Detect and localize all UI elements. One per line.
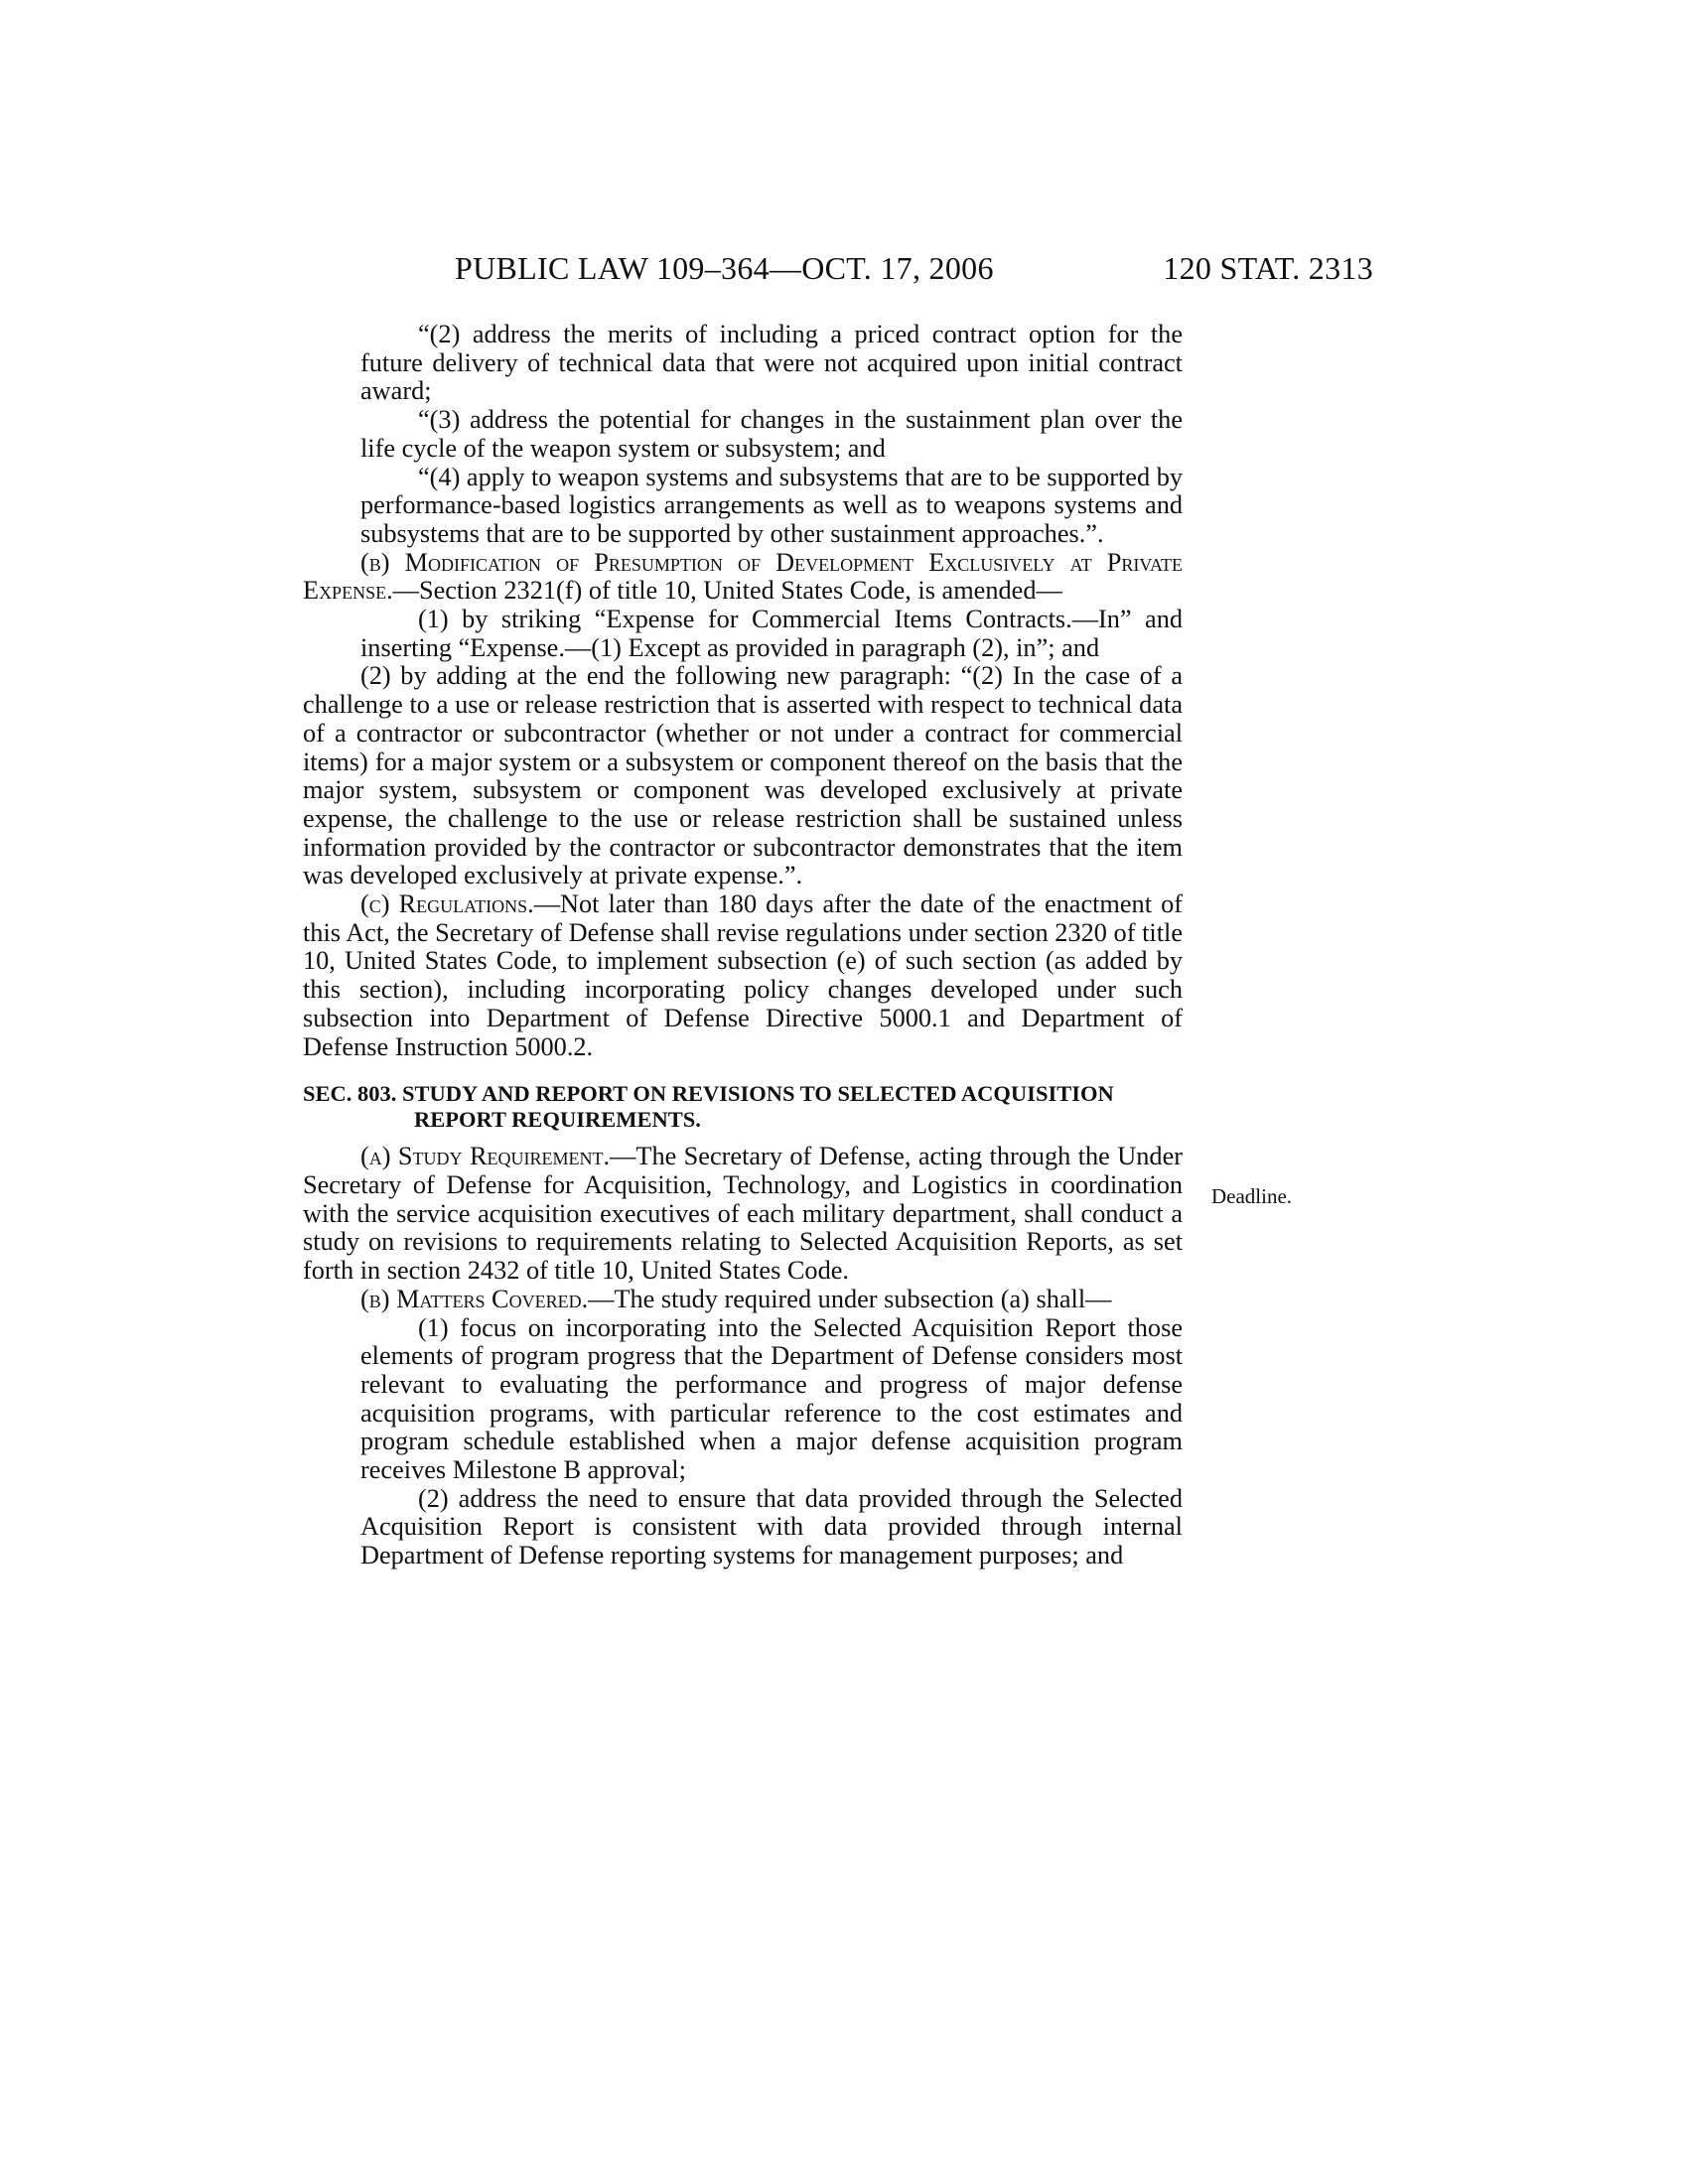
subsection-c: [303, 890, 1183, 1061]
paragraph-4: “(4) apply to weapon systems and subsystems that are to be supported by performance-based logistics arrangements as well as to weapons systems and subsystems that are to be supported by other sustainment approaches.”.: [360, 462, 1183, 548]
paragraph-3: “(3) address the potential for changes in the sustainment plan over the life cycle of the weapon system or subsystem; and: [360, 405, 1183, 463]
margin-note-deadline: Deadline.: [1211, 1184, 1293, 1208]
header-law-citation: PUBLIC LAW 109–364—OCT. 17, 2006: [455, 250, 994, 286]
matters-covered-heading: (b) Matters Covered.: [360, 1284, 589, 1313]
study-requirement-text: —The Secretary of Defense, acting through the Under Secretary of Defense for Acquisition, Technology, and Logistics in coordination with the service acquisition executives of each military department, shall conduct a study on revisions to requirements relating to Selected Acquisition Reports, as set forth in section 2432 of title 10, United States Code.: [303, 1142, 1183, 1286]
matter-2: (2) address the need to ensure that data provided through the Selected Acquisition Report is consistent with data provided through internal Department of Defense reporting systems for management purposes; and: [360, 1483, 1183, 1570]
matters-covered-text: —The study required under subsection (a) shall—: [588, 1284, 1112, 1313]
subsection-b-heading: (b) Modification of Presumption of Development Exclusively at Private Expense.: [303, 547, 1183, 606]
subsection-b: [303, 549, 1183, 606]
document-body: [303, 321, 1183, 1570]
subsection-c-text: —Not later than 180 days after the date of the enactment of this Act, the Secretary of Defense shall revise regulations under section 2320 of title 10, United States Code, to implement subsection (e) of such section (as added by this section), including incorporating policy changes developed under such subsection into Department of Defense Directive 5000.1 and Department of Defense Instruction 5000.2.: [303, 889, 1183, 1061]
section-803-heading: SEC. 803. STUDY AND REPORT ON REVISIONS TO SELECTED ACQUISITION REPORT REQUIREMENTS.: [303, 1081, 1114, 1133]
subsection-c-heading: (c) Regulations.: [360, 889, 534, 919]
study-requirement-heading: (a) Study Requirement.: [360, 1142, 611, 1171]
matters-covered: [303, 1286, 1183, 1314]
header-stat-page: 120 STAT. 2313: [1163, 250, 1373, 286]
page-header: [455, 250, 1373, 290]
paragraph-2: “(2) address the merits of including a priced contract option for the future delivery of technical data that were not acquired upon initial contract award;: [360, 320, 1183, 406]
subsection-b-text: —Section 2321(f) of title 10, United States Code, is amended—: [392, 576, 1062, 606]
amendment-2: (2) by adding at the end the following new paragraph: “(2) In the case of a challenge to a use or release restriction that is asserted with respect to technical data of a contractor or subcontractor (whether or not under a contract for commercial items) for a major system or a subsystem or component thereof on the basis that the major system, subsystem or component was developed exclusively at private expense, the challenge to the use or release restriction shall be sustained unless information provided by the contractor or subcontractor demonstrates that the item was developed exclusively at private expense.”.: [303, 661, 1183, 890]
matter-1: (1) focus on incorporating into the Selected Acquisition Report those elements of program progress that the Department of Defense considers most relevant to evaluating the performance and progress of major defense acquisition programs, with particular reference to the cost estimates and program schedule established when a major defense acquisition program receives Milestone B approval;: [360, 1312, 1183, 1485]
amendment-1: (1) by striking “Expense for Commercial Items Contracts.—In” and inserting “Expense.—(1) Except as provided in paragraph (2), in”; and: [360, 605, 1183, 662]
study-requirement: [303, 1143, 1183, 1286]
